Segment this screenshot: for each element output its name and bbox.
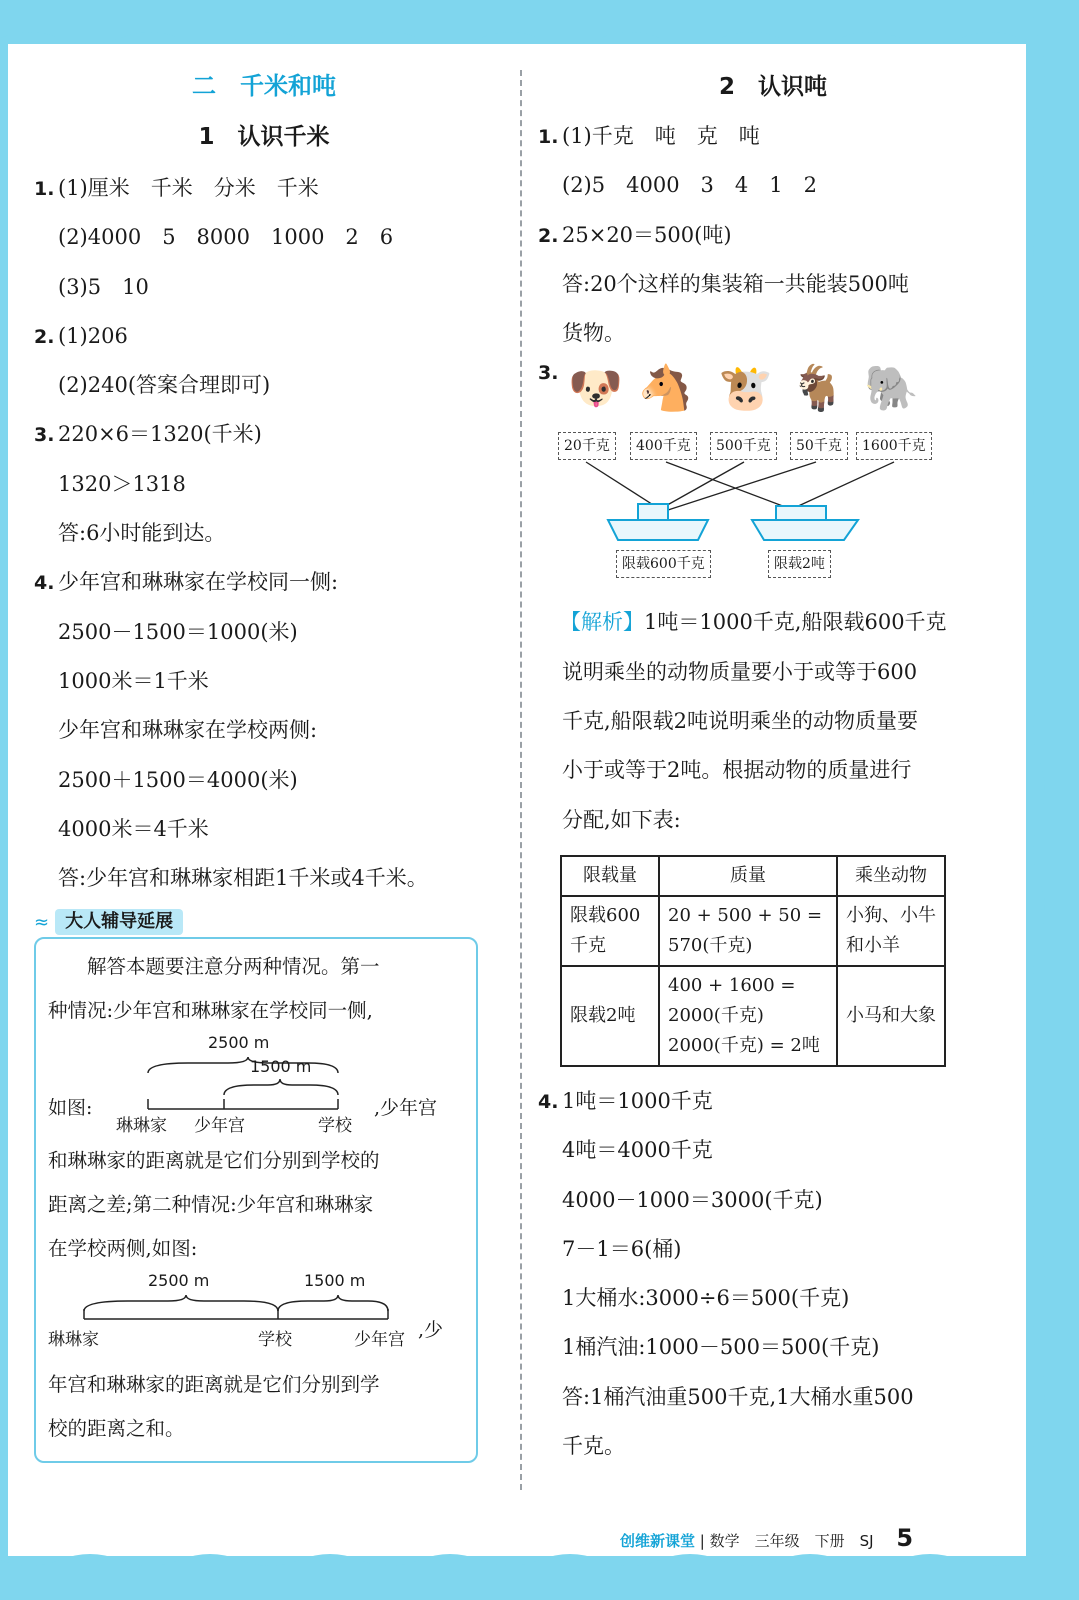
table-header-row: [561, 856, 945, 896]
wave-border-bottom: [0, 1540, 1079, 1600]
analysis-tag: 【解析】: [560, 610, 644, 635]
wave-border-right: [1009, 0, 1079, 1600]
section-title-km: 1 认识千米: [198, 124, 330, 150]
answer-line: 1320＞1318: [58, 471, 186, 496]
horse-icon: 🐴: [638, 363, 693, 415]
answer-line: 1大桶水:3000÷6＝500(千克): [562, 1286, 850, 1311]
answer-line: (2)5 4000 3 4 1 2: [562, 173, 817, 198]
answer-line: 1000米＝1千米: [58, 668, 209, 693]
q3-figure: [538, 358, 1008, 598]
elephant-icon: 🐘: [864, 363, 919, 415]
chapter-title: 二 千米和吨: [192, 72, 336, 100]
table-row: [561, 896, 945, 966]
waves-icon: ≈: [34, 911, 50, 933]
answer-line: 答:1桶汽油重500千克,1大桶水重500: [562, 1384, 914, 1409]
answer-line: 答:少年宫和琳琳家相距1千米或4千米。: [58, 866, 428, 891]
answer-line: (2)240(答案合理即可): [58, 373, 271, 398]
diagram-suffix: ,少年宫: [374, 1097, 438, 1120]
label-linlin-home: 琳琳家: [48, 1330, 99, 1351]
section-title-ton: 2 认识吨: [718, 74, 827, 100]
page-footer: [620, 1524, 913, 1552]
boat-label: 限载2吨: [768, 550, 831, 578]
allocation-table: [560, 855, 946, 1067]
answer-line: 货物。: [562, 321, 625, 346]
footer-brand: 创维新课堂: [620, 1532, 696, 1550]
ext-text: 和琳琳家的距离就是它们分别到学校的: [48, 1149, 380, 1173]
answer-line: 3. 220×6＝1320(千米): [34, 422, 262, 447]
table-header: 限载量: [561, 856, 659, 896]
answer-line: 4000米＝4千米: [58, 816, 209, 841]
answer-line: 2500＋1500＝4000(米): [58, 767, 298, 792]
analysis-line: 小于或等于2吨。根据动物的质量进行: [562, 758, 912, 783]
answers-km: [34, 164, 494, 903]
ext-text: 解答本题要注意分两种情况。第一: [48, 955, 380, 979]
analysis-line: 说明乘坐的动物质量要小于或等于600: [562, 659, 918, 684]
ext-text: 种情况:少年宫和琳琳家在学校同一侧,: [48, 999, 373, 1023]
table-cell: 限载2吨: [561, 966, 659, 1066]
dog-icon: 🐶: [568, 363, 623, 415]
answer-line: 1. (1)厘米 千米 分米 千米: [34, 176, 319, 200]
answer-line: 1桶汽油:1000－500＝500(千克): [562, 1335, 880, 1360]
column-divider: [520, 70, 522, 1490]
answer-line: 4吨＝4000千克: [562, 1138, 713, 1163]
distance-diagram-same-side: [48, 1033, 464, 1137]
q3-number: 3.: [538, 362, 559, 385]
answer-line: 少年宫和琳琳家在学校两侧:: [58, 718, 318, 743]
table-row: [561, 966, 945, 1066]
page-number: 5: [896, 1524, 914, 1552]
label-school: 学校: [258, 1330, 292, 1351]
answer-line: 2500－1500＝1000(米): [58, 619, 298, 644]
right-column: [538, 62, 1008, 1471]
goat-icon: 🐐: [790, 363, 845, 415]
label-linlin-home: 琳琳家: [116, 1116, 167, 1137]
analysis-line: 千克,船限载2吨说明乘坐的动物质量要: [562, 709, 919, 734]
label-part-distance: 1500 m: [250, 1057, 312, 1077]
analysis-line: 【解析】1吨＝1000千克,船限载600千克: [560, 610, 947, 635]
analysis-line: 分配,如下表:: [562, 807, 681, 832]
answer-line: 千克。: [562, 1434, 625, 1459]
weight-label: 400千克: [630, 432, 697, 460]
ext-text: 在学校两侧,如图:: [48, 1237, 198, 1261]
table-header: 乘坐动物: [837, 856, 945, 896]
table-cell: 20 + 500 + 50 = 570(千克): [659, 896, 837, 966]
extension-box: [34, 937, 478, 1463]
extension-header: [34, 907, 494, 937]
answer-line: 答:6小时能到达。: [58, 521, 226, 546]
ext-text: 校的距离之和。: [48, 1417, 185, 1441]
answer-line: 4. 少年宫和琳琳家在学校同一侧:: [34, 570, 339, 595]
weight-label: 500千克: [710, 432, 777, 460]
weight-label: 50千克: [790, 432, 848, 460]
table-cell: 小狗、小牛和小羊: [837, 896, 945, 966]
left-column: [34, 62, 494, 1463]
answer-line: 4. 1吨＝1000千克: [538, 1088, 713, 1113]
table-header: 质量: [659, 856, 837, 896]
answer-line: 2. 25×20＝500(吨): [538, 222, 732, 247]
table-cell: 400 + 1600 = 2000(千克) 2000(千克) = 2吨: [659, 966, 837, 1066]
label-dist-1500: 1500 m: [304, 1271, 366, 1291]
ext-text: 年宫和琳琳家的距离就是它们分别到学: [48, 1373, 380, 1397]
cow-icon: 🐮: [718, 363, 773, 415]
ext-text: 距离之差;第二种情况:少年宫和琳琳家: [48, 1193, 374, 1217]
weight-label: 1600千克: [856, 432, 932, 460]
answer-line: 7－1＝6(桶): [562, 1236, 682, 1261]
boat-label: 限载600千克: [616, 550, 711, 578]
diagram-prefix: 如图:: [48, 1097, 93, 1120]
label-youth-palace: 少年宫: [194, 1116, 245, 1137]
label-school: 学校: [318, 1116, 352, 1137]
extension-title: 大人辅导延展: [55, 909, 183, 935]
answer-line: 4000－1000＝3000(千克): [562, 1187, 823, 1212]
answer-line: 答:20个这样的集装箱一共能装500吨: [562, 271, 909, 296]
table-cell: 小马和大象: [837, 966, 945, 1066]
answer-line: (3)5 10: [58, 274, 149, 299]
table-cell: 限载600千克: [561, 896, 659, 966]
footer-info: | 数学 三年级 下册 SJ: [699, 1532, 874, 1550]
label-dist-2500: 2500 m: [148, 1271, 210, 1291]
answer-line: 1. (1)千克 吨 克 吨: [538, 124, 760, 148]
answer-line: (2)4000 5 8000 1000 2 6: [58, 225, 394, 250]
distance-diagram-two-sides: [48, 1271, 464, 1363]
label-youth-palace: 少年宫: [354, 1330, 405, 1351]
weight-label: 20千克: [558, 432, 616, 460]
diagram-suffix: ,少: [418, 1319, 444, 1342]
answer-line: 2. (1)206: [34, 323, 128, 348]
label-total-distance: 2500 m: [208, 1033, 270, 1053]
